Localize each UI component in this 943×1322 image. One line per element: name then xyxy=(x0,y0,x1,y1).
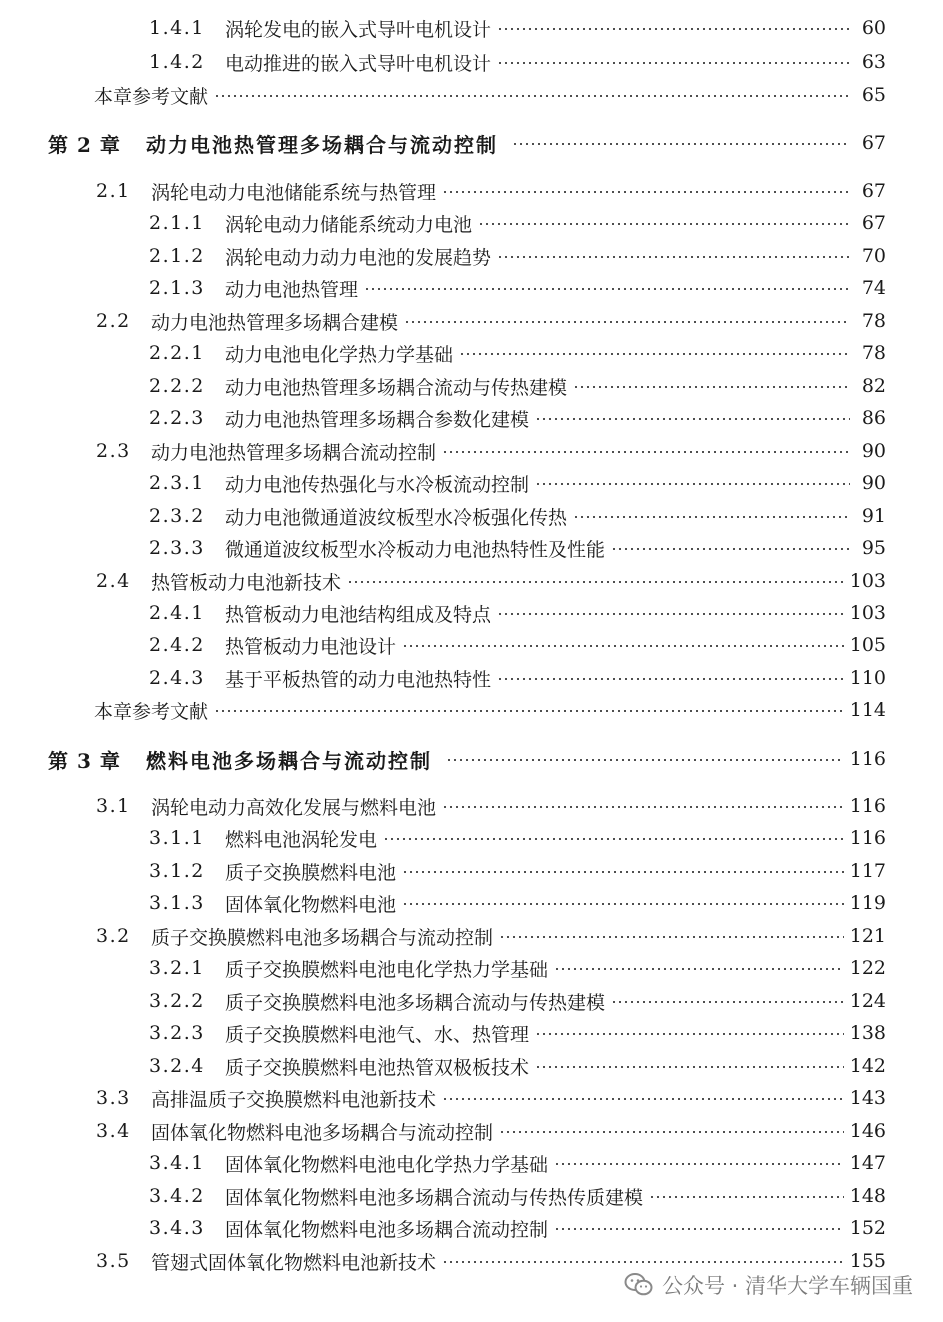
toc-number: 2.4 xyxy=(96,570,131,592)
toc-title: 管翅式固体氧化物燃料电池新技术 xyxy=(151,1251,437,1274)
toc-number: 2.1.1 xyxy=(149,212,205,234)
toc-page-number: 91 xyxy=(861,505,886,527)
toc-references-row xyxy=(0,79,943,111)
toc-entry-row xyxy=(0,435,943,467)
toc-page-number: 103 xyxy=(849,570,886,592)
toc-page-number: 70 xyxy=(861,245,886,267)
toc-number: 2.4.1 xyxy=(149,602,205,624)
toc-number: 2.3.3 xyxy=(149,537,205,559)
dot-leader xyxy=(214,710,844,712)
dot-leader xyxy=(499,936,844,938)
toc-number: 2.2.3 xyxy=(149,407,205,429)
toc-number: 3.2.1 xyxy=(149,957,205,979)
toc-entry-row xyxy=(0,1212,943,1244)
toc-page-number: 143 xyxy=(849,1087,886,1109)
toc-title: 固体氧化物燃料电池多场耦合与流动控制 xyxy=(151,1121,494,1144)
toc-page-number: 95 xyxy=(861,537,886,559)
toc-title: 热管板动力电池设计 xyxy=(225,635,397,658)
toc-entry-row xyxy=(0,532,943,564)
toc-number: 3.1.1 xyxy=(149,827,205,849)
toc-entry-row xyxy=(0,855,943,887)
toc-references-row xyxy=(0,694,943,726)
toc-page-number: 148 xyxy=(849,1185,886,1207)
toc-number: 3.1.3 xyxy=(149,892,205,914)
toc-title: 固体氧化物燃料电池电化学热力学基础 xyxy=(225,1153,549,1176)
dot-leader xyxy=(512,143,850,145)
toc-title: 质子交换膜燃料电池 xyxy=(225,861,397,884)
toc-number: 2.4.2 xyxy=(149,634,205,656)
toc-number: 3.4.1 xyxy=(149,1152,205,1174)
toc-entry-row xyxy=(0,46,943,78)
toc-entry-row xyxy=(0,240,943,272)
toc-chapter-row xyxy=(0,743,943,775)
dot-leader xyxy=(497,678,844,680)
toc-entry-row xyxy=(0,370,943,402)
toc-page-number: 146 xyxy=(849,1120,886,1142)
toc-title: 动力电池传热强化与水冷板流动控制 xyxy=(225,473,530,496)
toc-number: 3.2 xyxy=(96,925,131,947)
dot-leader xyxy=(497,62,850,64)
toc-entry-row xyxy=(0,985,943,1017)
toc-entry-row xyxy=(0,337,943,369)
dot-leader xyxy=(442,1261,844,1263)
toc-number: 3.4 xyxy=(96,1120,131,1142)
dot-leader xyxy=(611,1001,844,1003)
toc-page-number: 116 xyxy=(849,748,886,770)
toc-number: 2.3.2 xyxy=(149,505,205,527)
toc-page-number: 63 xyxy=(861,51,886,73)
toc-page-number: 152 xyxy=(849,1217,886,1239)
toc-page-number: 119 xyxy=(849,892,886,914)
toc-page-number: 116 xyxy=(849,827,886,849)
toc-chapter-row xyxy=(0,127,943,159)
toc-title: 热管板动力电池结构组成及特点 xyxy=(225,603,492,626)
toc-page-number: 67 xyxy=(861,212,886,234)
toc-entry-row xyxy=(0,12,943,44)
toc-title: 固体氧化物燃料电池 xyxy=(225,893,397,916)
toc-number: 2.2.1 xyxy=(149,342,205,364)
toc-title: 燃料电池多场耦合与流动控制 xyxy=(146,748,432,773)
dot-leader xyxy=(535,1066,844,1068)
toc-entry-row xyxy=(0,662,943,694)
toc-number: 3.2.3 xyxy=(149,1022,205,1044)
toc-title: 动力电池微通道波纹板型水冷板强化传热 xyxy=(225,506,568,529)
toc-page-number: 90 xyxy=(861,440,886,462)
toc-number: 3.5 xyxy=(96,1250,131,1272)
toc-entry-row xyxy=(0,822,943,854)
toc-entry-row xyxy=(0,402,943,434)
dot-leader xyxy=(573,386,850,388)
toc-number: 第 3 章 xyxy=(48,748,121,773)
toc-page-number: 60 xyxy=(861,17,886,39)
toc-entry-row xyxy=(0,597,943,629)
toc-title: 质子交换膜燃料电池热管双极板技术 xyxy=(225,1056,530,1079)
dot-leader xyxy=(442,1098,844,1100)
dot-leader xyxy=(499,1131,844,1133)
dot-leader xyxy=(364,288,850,290)
toc-page-number: 65 xyxy=(861,84,886,106)
toc-title: 固体氧化物燃料电池多场耦合流动与传热传质建模 xyxy=(225,1186,644,1209)
toc-title: 动力电池热管理多场耦合建模 xyxy=(151,311,399,334)
toc-title: 热管板动力电池新技术 xyxy=(151,571,342,594)
toc-title: 质子交换膜燃料电池多场耦合流动与传热建模 xyxy=(225,991,606,1014)
toc-entry-row xyxy=(0,500,943,532)
toc-title: 本章参考文献 xyxy=(94,700,209,723)
toc-page-number: 67 xyxy=(861,180,886,202)
dot-leader xyxy=(497,613,844,615)
toc-entry-row xyxy=(0,175,943,207)
dot-leader xyxy=(347,581,844,583)
toc-entry-row xyxy=(0,920,943,952)
toc-title: 动力电池热管理多场耦合与流动控制 xyxy=(146,132,498,157)
dot-leader xyxy=(402,645,844,647)
toc-title: 基于平板热管的动力电池热特性 xyxy=(225,668,492,691)
toc-number: 1.4.2 xyxy=(149,51,205,73)
dot-leader xyxy=(611,548,850,550)
toc-page-number: 117 xyxy=(849,860,886,882)
toc-title: 涡轮电动力高效化发展与燃料电池 xyxy=(151,796,437,819)
toc-title: 动力电池热管理多场耦合流动与传热建模 xyxy=(225,376,568,399)
toc-page-number: 124 xyxy=(849,990,886,1012)
toc-entry-row xyxy=(0,467,943,499)
dot-leader xyxy=(402,903,844,905)
toc-entry-row xyxy=(0,1180,943,1212)
toc-entry-row xyxy=(0,790,943,822)
dot-leader xyxy=(442,451,850,453)
toc-page-number: 82 xyxy=(861,375,886,397)
dot-leader xyxy=(214,95,850,97)
dot-leader xyxy=(535,418,850,420)
watermark-text: 公众号 · 清华大学车辆国重 xyxy=(661,1274,913,1298)
dot-leader xyxy=(442,191,850,193)
toc-title: 涡轮发电的嵌入式导叶电机设计 xyxy=(225,18,492,41)
dot-leader xyxy=(535,1033,844,1035)
toc-title: 涡轮电动力储能系统动力电池 xyxy=(225,213,473,236)
toc-number: 3.4.2 xyxy=(149,1185,205,1207)
dot-leader xyxy=(478,223,850,225)
toc-number: 2.2 xyxy=(96,310,131,332)
toc-number: 2.3 xyxy=(96,440,131,462)
toc-number: 3.2.2 xyxy=(149,990,205,1012)
toc-title: 燃料电池涡轮发电 xyxy=(225,828,378,851)
toc-entry-row xyxy=(0,1147,943,1179)
toc-entry-row xyxy=(0,1017,943,1049)
dot-leader xyxy=(573,516,850,518)
dot-leader xyxy=(554,1163,844,1165)
toc-page-number: 155 xyxy=(849,1250,886,1272)
toc-title: 固体氧化物燃料电池多场耦合流动控制 xyxy=(225,1218,549,1241)
toc-page-number: 114 xyxy=(849,699,886,721)
toc-entry-row xyxy=(0,1050,943,1082)
toc-title: 动力电池热管理 xyxy=(225,278,359,301)
toc-number: 第 2 章 xyxy=(48,132,121,157)
toc-entry-row xyxy=(0,272,943,304)
dot-leader xyxy=(554,1228,844,1230)
toc-number: 3.1.2 xyxy=(149,860,205,882)
toc-number: 2.1.2 xyxy=(149,245,205,267)
toc-entry-row xyxy=(0,305,943,337)
toc-title: 涡轮电动力动力电池的发展趋势 xyxy=(225,246,492,269)
toc-page-number: 86 xyxy=(861,407,886,429)
toc-title: 电动推进的嵌入式导叶电机设计 xyxy=(225,52,492,75)
dot-leader xyxy=(459,353,850,355)
toc-entry-row xyxy=(0,565,943,597)
toc-number: 2.1 xyxy=(96,180,131,202)
toc-page-number: 110 xyxy=(849,667,886,689)
toc-page-number: 103 xyxy=(849,602,886,624)
wechat-icon xyxy=(624,1272,654,1298)
dot-leader xyxy=(402,871,844,873)
toc-entry-row xyxy=(0,1082,943,1114)
toc-number: 3.3 xyxy=(96,1087,131,1109)
toc-entry-row xyxy=(0,207,943,239)
dot-leader xyxy=(442,806,844,808)
toc-title: 本章参考文献 xyxy=(94,85,209,108)
toc-number: 2.3.1 xyxy=(149,472,205,494)
dot-leader xyxy=(404,321,850,323)
toc-title: 质子交换膜燃料电池多场耦合与流动控制 xyxy=(151,926,494,949)
toc-page-number: 122 xyxy=(849,957,886,979)
toc-page-number: 147 xyxy=(849,1152,886,1174)
dot-leader xyxy=(535,483,850,485)
toc-number: 3.4.3 xyxy=(149,1217,205,1239)
toc-page-number: 74 xyxy=(861,277,886,299)
dot-leader xyxy=(383,838,844,840)
toc-number: 1.4.1 xyxy=(149,17,205,39)
toc-entry-row xyxy=(0,1115,943,1147)
toc-page-number: 121 xyxy=(849,925,886,947)
toc-title: 质子交换膜燃料电池电化学热力学基础 xyxy=(225,958,549,981)
toc-number: 3.2.4 xyxy=(149,1055,205,1077)
toc-title: 高排温质子交换膜燃料电池新技术 xyxy=(151,1088,437,1111)
toc-page-number: 138 xyxy=(849,1022,886,1044)
toc-number: 2.1.3 xyxy=(149,277,205,299)
toc-number: 3.1 xyxy=(96,795,131,817)
toc-page-number: 142 xyxy=(849,1055,886,1077)
dot-leader xyxy=(497,28,850,30)
dot-leader xyxy=(446,759,844,761)
toc-entry-row xyxy=(0,887,943,919)
toc-title: 动力电池电化学热力学基础 xyxy=(225,343,454,366)
toc-page-number: 105 xyxy=(849,634,886,656)
toc-page-number: 78 xyxy=(861,310,886,332)
toc-title: 微通道波纹板型水冷板动力电池热特性及性能 xyxy=(225,538,606,561)
toc-title: 质子交换膜燃料电池气、水、热管理 xyxy=(225,1023,530,1046)
toc-page-number: 90 xyxy=(861,472,886,494)
watermark xyxy=(624,1265,913,1305)
toc-title: 涡轮电动力电池储能系统与热管理 xyxy=(151,181,437,204)
toc-title: 动力电池热管理多场耦合参数化建模 xyxy=(225,408,530,431)
toc-entry-row xyxy=(0,629,943,661)
toc-page-number: 78 xyxy=(861,342,886,364)
dot-leader xyxy=(554,968,844,970)
dot-leader xyxy=(649,1196,844,1198)
toc-number: 2.4.3 xyxy=(149,667,205,689)
dot-leader xyxy=(497,256,850,258)
toc-page-number: 116 xyxy=(849,795,886,817)
toc-number: 2.2.2 xyxy=(149,375,205,397)
toc-title: 动力电池热管理多场耦合流动控制 xyxy=(151,441,437,464)
toc-entry-row xyxy=(0,952,943,984)
toc-page-number: 67 xyxy=(861,132,886,154)
